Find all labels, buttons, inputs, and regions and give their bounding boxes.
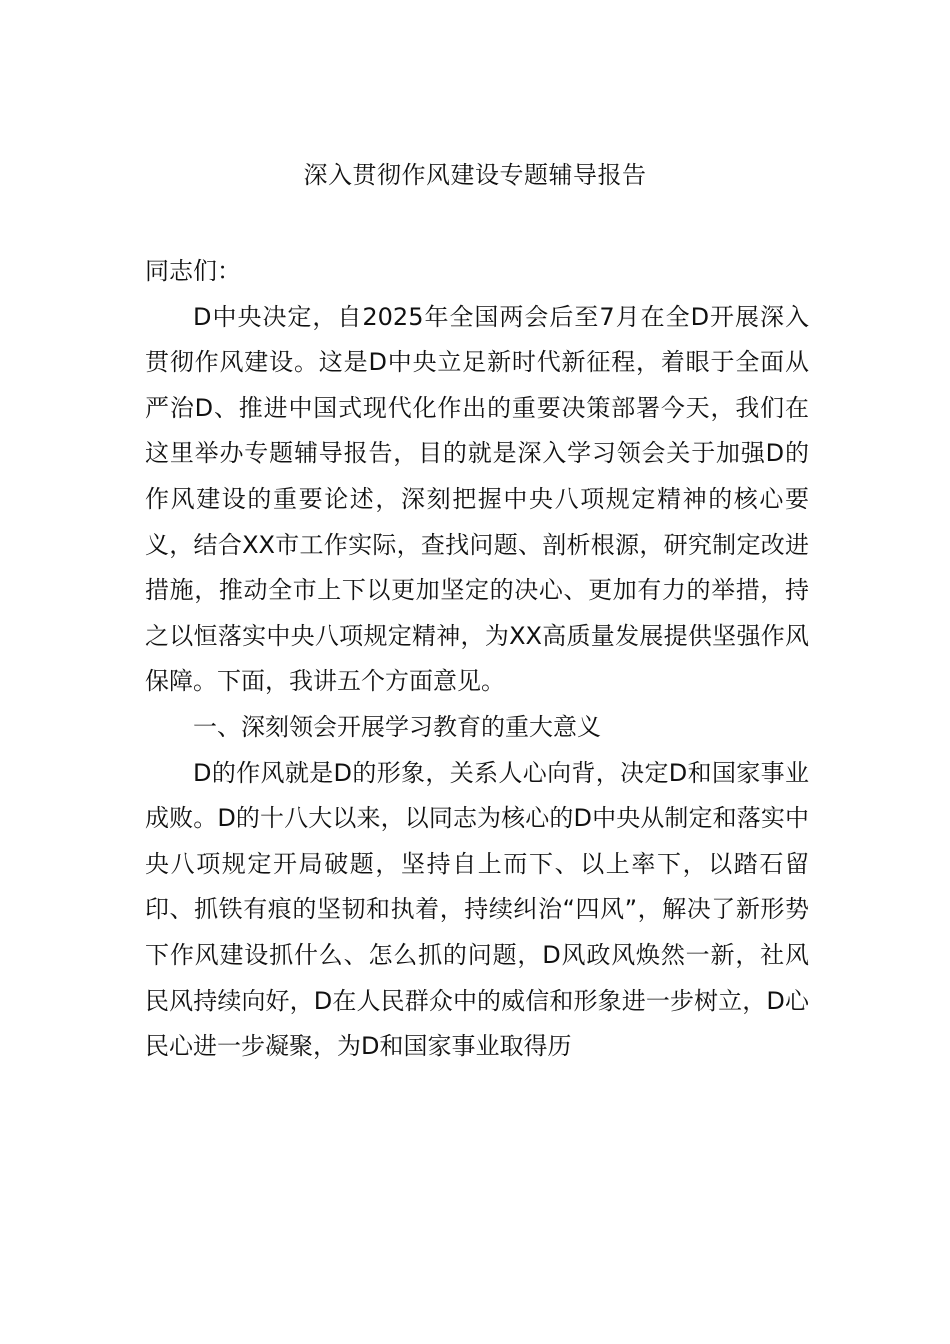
document-title: 深入贯彻作风建设专题辅导报告: [303, 161, 647, 189]
paragraph-section-1: D的作风就是D的形象，关系人心向背，决定D和国家事业成败。D的十八大以来，以同志为核心的D中央从制定和落实中央八项规定开局破题，坚持自上而下、以上率下，以踏石留印、抓铁有痕的坚韧和执着，持续纠治“四风”，解决了新形势下作风建设抓什么、怎么抓的问题，D风政风焕然一新，社风民风持续向好，D在人民群众中的威信和形象进一步树立，D心民心进一步凝聚，为D和国家事业取得历: [145, 758, 809, 1061]
section-heading-1: 一、深刻领会开展学习教育的重大意义: [193, 712, 601, 741]
salutation: 同志们：: [145, 257, 241, 285]
paragraph-intro: D中央决定，自2025年全国两会后至7月在全D开展深入贯彻作风建设。这是D中央立足新时代新征程，着眼于全面从严治D、推进中国式现代化作出的重要决策部署今天，我们在这里举办专题辅导报告，目的就是深入学习领会关于加强D的作风建设的重要论述，深刻把握中央八项规定精神的核心要义，结合XX市工作实际，查找问题、剖析根源，研究制定改进措施，推动全市上下以更加坚定的决心、更加有力的举措，持之以恒落实中央八项规定精神，为XX高质量发展提供坚强作风保障。下面，我讲五个方面意见。: [145, 302, 809, 696]
document-body: [145, 249, 809, 1070]
